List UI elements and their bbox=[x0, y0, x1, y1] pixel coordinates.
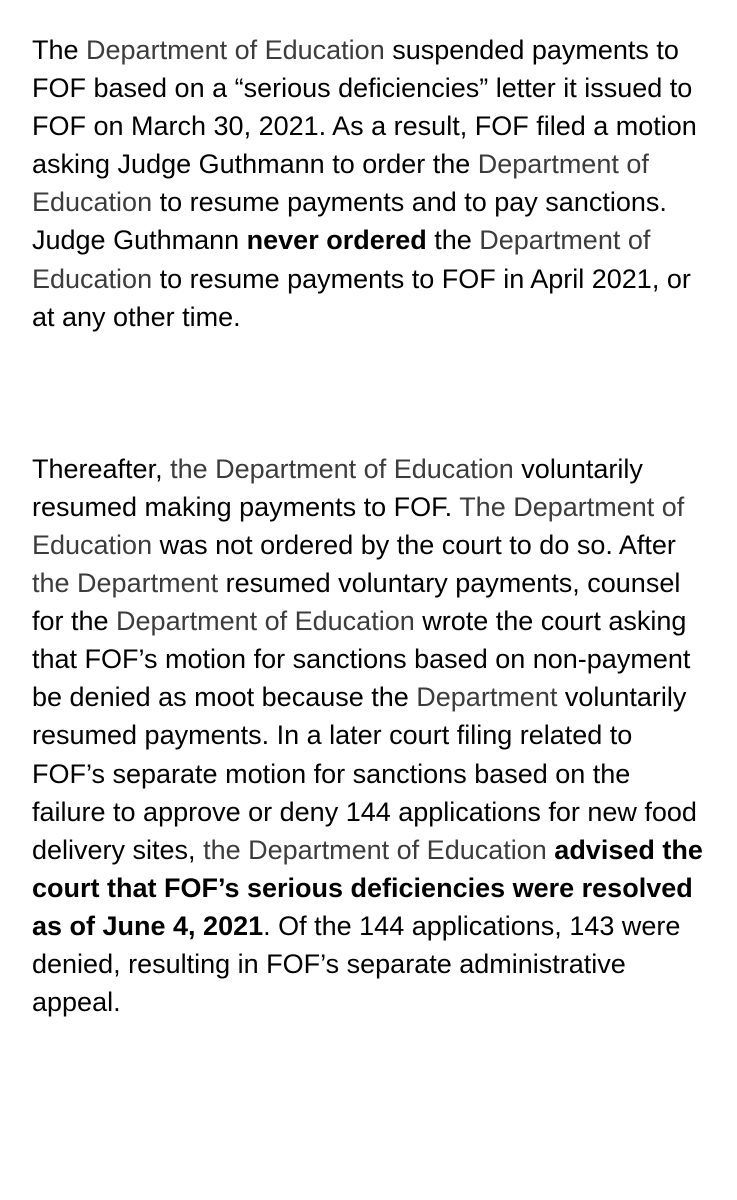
entity-highlight: Department of Education bbox=[86, 35, 385, 65]
entity-highlight: Department of Education bbox=[116, 606, 415, 637]
entity-highlight: the Department of Education bbox=[203, 834, 547, 865]
entity-highlight: the Department of Education bbox=[170, 453, 514, 484]
text-run: to resume payments to FOF in April 2021, or at any other time. bbox=[32, 263, 691, 332]
entity-highlight: Department of Education bbox=[32, 225, 651, 294]
text-run: The bbox=[32, 35, 87, 65]
paragraph-suspended-payments bbox=[32, 31, 707, 336]
text-run: voluntarily resumed payments. In a later court filing related to FOF’s separate motion for sanctions based on the failure to approve or deny 144 applications for new food delivery sites, bbox=[32, 682, 697, 865]
text-run: Thereafter, bbox=[32, 453, 171, 484]
text-run: voluntarily resumed making payments to FOF. bbox=[32, 453, 643, 522]
text-run: was not ordered by the court to do so. After bbox=[152, 529, 676, 560]
entity-highlight: Department of Education bbox=[32, 149, 649, 218]
entity-highlight: the Department bbox=[32, 568, 219, 599]
text-run: wrote the court asking that FOF’s motion for sanctions based on non-payment be denied as moot because the bbox=[32, 606, 691, 713]
bold-emphasis: never ordered bbox=[246, 225, 427, 256]
entity-highlight: The Department of Education bbox=[32, 491, 685, 560]
entity-highlight: Department bbox=[416, 682, 558, 713]
bold-emphasis: advised the court that FOF’s serious deficiencies were resolved as of June 4, 2021 bbox=[32, 834, 703, 941]
text-run: to resume payments and to pay sanctions. Judge Guthmann bbox=[32, 187, 667, 256]
text-run: resumed voluntary payments, counsel for the bbox=[32, 568, 681, 637]
paragraph-voluntary-resumption bbox=[32, 450, 707, 1021]
text-run: . Of the 144 applications, 143 were denied, resulting in FOF’s separate administrative appeal. bbox=[32, 910, 681, 1018]
text-run: the bbox=[426, 225, 480, 256]
text-run: suspended payments to FOF based on a “serious deficiencies” letter it issued to FOF on March 30, 2021. As a result, FOF filed a motion asking Judge Guthmann to order the bbox=[32, 35, 697, 180]
